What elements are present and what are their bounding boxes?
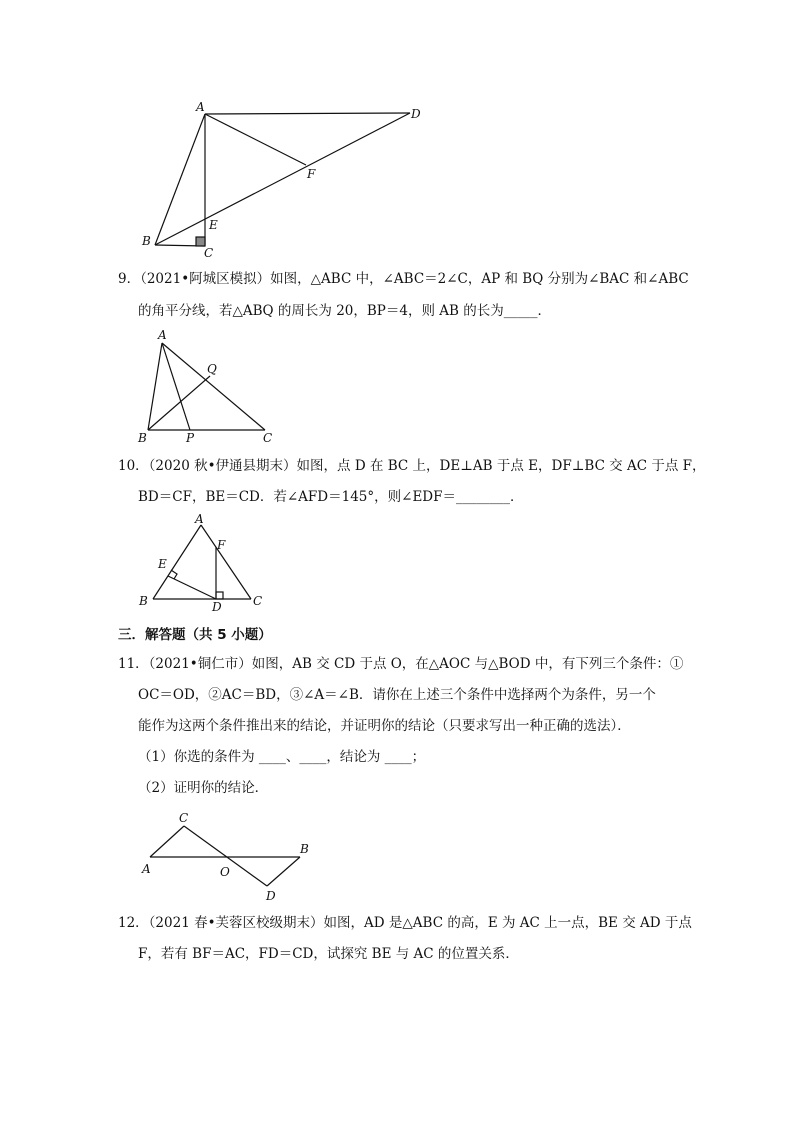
label-O: O	[220, 865, 230, 879]
label-A: A	[195, 512, 204, 526]
label-B: B	[142, 234, 151, 248]
q11-line-3: 能作为这两个条件推出来的结论，并证明你的结论（只要求写出一种正确的选法）．	[138, 718, 631, 734]
label-P: P	[186, 431, 195, 445]
label-F: F	[307, 167, 316, 181]
label-C: C	[179, 811, 189, 825]
q9-line-1: 9．（2021•阿城区模拟）如图，△ABC 中，∠ABC＝2∠C，AP 和 BQ 分别为∠BAC 和∠ABC	[118, 271, 689, 287]
figure-q11	[134, 808, 324, 908]
label-Q: Q	[207, 362, 217, 376]
figure-q8	[130, 95, 430, 265]
label-D: D	[266, 889, 276, 903]
figure-q9	[130, 325, 290, 447]
q10-line-2: BD＝CF，BE＝CD．若∠AFD＝145°，则∠EDF＝________．	[138, 489, 524, 505]
label-A: A	[142, 862, 151, 876]
q10-line-1: 10．（2020 秋•伊通县期末）如图，点 D 在 BC 上，DE⊥AB 于点 E，DF⊥BC 交 AC 于点 F，	[118, 458, 706, 474]
q12-line-2: F，若有 BF＝AC，FD＝CD，试探究 BE 与 AC 的位置关系．	[138, 946, 519, 962]
label-C: C	[253, 594, 263, 608]
label-A: A	[196, 100, 205, 114]
section-heading: 三．解答题（共 5 小题）	[118, 627, 272, 643]
label-E: E	[209, 218, 218, 232]
label-B: B	[138, 431, 147, 445]
q11-line-2: OC＝OD，②AC＝BD，③∠A＝∠B．请你在上述三个条件中选择两个为条件，另一个	[138, 687, 656, 703]
q11-line-1: 11．（2021•铜仁市）如图，AB 交 CD 于点 O，在△AOC 与△BOD 中，有下列三个条件：①	[118, 656, 684, 672]
q11-sub-1: （1）你选的条件为 ____、____，结论为 ____；	[138, 749, 426, 765]
label-B: B	[300, 842, 309, 856]
label-D: D	[411, 107, 421, 121]
q9-line-2: 的角平分线，若△ABQ 的周长为 20，BP＝4，则 AB 的长为_____．	[138, 303, 551, 319]
q11-sub-2: （2）证明你的结论．	[138, 780, 269, 796]
label-C: C	[263, 431, 273, 445]
q12-line-1: 12．（2021 春•芙蓉区校级期末）如图，AD 是△ABC 的高，E 为 AC 上一点，BE 交 AD 于点	[118, 915, 692, 931]
label-D: D	[212, 600, 222, 614]
label-A: A	[158, 328, 167, 342]
label-C: C	[204, 246, 214, 260]
label-F: F	[217, 538, 226, 552]
label-B: B	[139, 594, 148, 608]
label-E: E	[158, 557, 167, 571]
figure-q10	[133, 512, 273, 612]
